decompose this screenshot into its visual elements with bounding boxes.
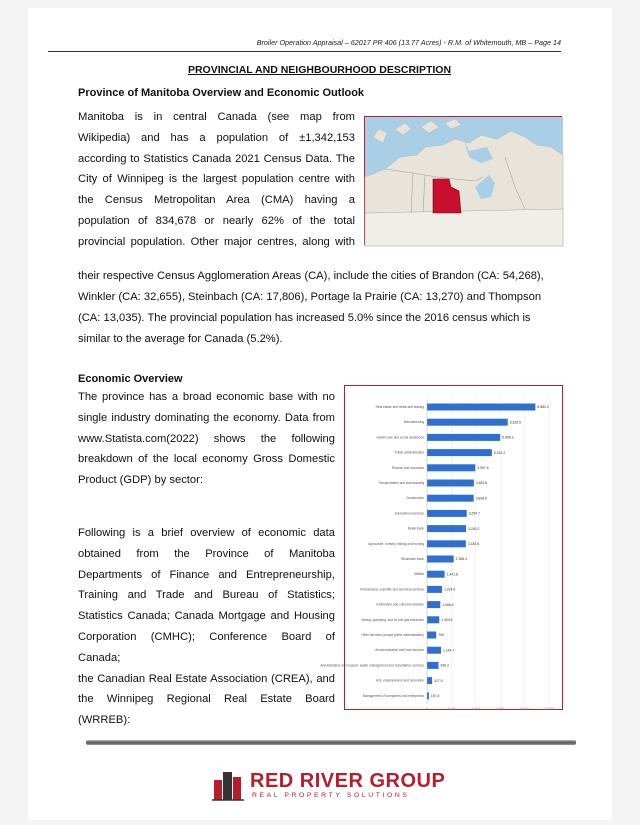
chart-bar	[427, 480, 474, 487]
text-line: Product (GDP) by sector:	[78, 474, 203, 487]
chart-bar	[427, 632, 436, 639]
text-line: according to Statistics Canada 2021 Census Data. The	[78, 152, 355, 165]
bar-value-label: 946.2	[440, 663, 450, 668]
category-label: Accommodation and food services	[375, 648, 424, 653]
category-label: Agriculture, forestry, fishing and hunting	[368, 541, 424, 546]
bar-value-label: 2,186.3	[455, 557, 468, 562]
bar-value-label: 754	[438, 633, 444, 638]
manitoba-heading: Province of Manitoba Overview and Economic Outlook	[78, 87, 365, 99]
bar-value-label: 6,619.5	[509, 420, 522, 425]
category-label: Professional, scientific and technical services	[360, 587, 424, 592]
x-tick-label: 0	[426, 707, 428, 711]
x-tick-label: 10,000	[544, 707, 554, 711]
canada-map-image	[364, 116, 562, 245]
chart-bar	[427, 601, 440, 608]
economic-heading: Economic Overview	[78, 373, 183, 385]
bar-value-label: 3,200.2	[468, 526, 480, 531]
canada-map-svg	[365, 117, 563, 246]
manitoba-continued: their respective Census Agglomeration Areas (CA), include the cities of Brandon (CA: 54,268), Winkler (CA: 32,655), Steinbach (CA: 17,806), Portage la Prairie (CA: 13,270) and Thompson (CA: 13,035). The provincial population has increased 5.0% since the 2016 census which is similar to the average for Canada (5.2%).	[78, 270, 544, 345]
chart-bar	[427, 404, 535, 411]
category-label: Construction	[406, 496, 424, 501]
running-header: Broiler Operation Appraisal – 62017 PR 406 (13.77 Acres) - R.M. of Whitemouth, MB – Page 14	[256, 38, 561, 47]
category-label: Educational services	[394, 511, 424, 516]
text-line: the Winnipeg Regional Real Estate Board (WRREB):	[78, 693, 335, 727]
chart-bar	[427, 556, 454, 563]
text-line: the Census Metropolitan Area (CMA) having a	[78, 194, 355, 207]
chart-bar	[427, 525, 466, 532]
section-title: PROVINCIAL AND NEIGHBOURHOOD DESCRIPTION	[187, 64, 452, 76]
chart-bar	[427, 677, 432, 684]
bar-value-label: 157.5	[430, 694, 440, 698]
text-line: Following is a brief overview of economic data	[78, 527, 335, 539]
chart-bar	[427, 419, 508, 426]
text-line: provincial population. Other major centres, along with	[78, 235, 355, 248]
bar-value-label: 417.5	[434, 678, 443, 683]
economic-para-2	[78, 523, 335, 731]
chart-bar	[427, 540, 466, 547]
category-label: Administrative and support, waste management and remediation services	[320, 663, 424, 668]
company-logo	[210, 768, 446, 804]
x-tick-label: 8,000	[520, 707, 529, 711]
x-tick-label: 6,000	[496, 707, 505, 711]
header-divider	[48, 51, 561, 52]
manitoba-intro	[78, 107, 355, 253]
chart-bar	[427, 495, 474, 502]
text-line: the Canadian Real Estate Association (CREA), and	[78, 672, 335, 685]
category-label: Retail trade	[407, 526, 424, 531]
text-line: Statistics Canada; Canada Mortgage and Housing	[78, 610, 335, 623]
category-label: Real estate and rental and leasing	[375, 405, 424, 409]
text-line: www.Statista.com(2022) shows the following	[78, 432, 335, 445]
text-line: Manitoba is in central Canada (see map from	[78, 111, 355, 123]
text-line: Training and Trade and Bureau of Statistics;	[78, 589, 335, 602]
text-line: City of Winnipeg is the largest population centre with	[78, 173, 355, 186]
bar-value-label: 1,224.8	[443, 587, 456, 592]
chart-bar	[427, 586, 442, 593]
text-line: The province has a broad economic base with no	[78, 391, 335, 403]
category-label: Mining, quarrying, and oil and gas extraction	[361, 617, 424, 622]
text-line: Departments of Finance and Entrepreneurship,	[78, 568, 335, 581]
bar-value-label: 1,086.9	[442, 602, 454, 607]
x-tick-label: 2,000	[447, 707, 456, 711]
text-line: breakdown of the local economy Gross Domestic	[78, 453, 335, 466]
chart-bar	[427, 647, 441, 654]
logo-title: RED RIVER GROUP	[250, 770, 446, 792]
chart-bar	[427, 434, 500, 441]
chart-bar	[427, 571, 445, 578]
chart-bar	[427, 464, 475, 471]
category-label: Arts, entertainment and recreation	[375, 678, 424, 683]
category-label: Manufacturing	[403, 420, 424, 425]
text-line: Corporation (CMHC); Conference Board of Canada;	[78, 630, 335, 664]
bar-value-label: 1,441.8	[446, 572, 458, 577]
bar-value-label: 3,183.6	[467, 542, 480, 546]
bar-value-label: 1,144.7	[442, 648, 455, 653]
x-tick-label: 4,000	[471, 707, 480, 711]
chart-bar	[427, 510, 467, 517]
category-label: Utilities	[413, 572, 424, 577]
bar-value-label: 8,882.4	[537, 405, 549, 410]
chart-bar	[427, 692, 429, 699]
category-label: Other services (except public administration)	[361, 633, 424, 637]
category-label: Health care and social assistance	[376, 435, 424, 440]
bar-value-label: 3,957.6	[477, 466, 489, 470]
category-label: Information and cultural industries	[376, 602, 424, 607]
gdp-by-sector-chart	[320, 386, 561, 711]
bar-value-label: 3,842.6	[475, 481, 488, 486]
logo-subtitle: REAL PROPERTY SOLUTIONS	[252, 792, 410, 799]
chart-bar	[427, 662, 439, 669]
category-label: Transportation and warehousing	[378, 481, 424, 485]
bar-value-label: 5,314.2	[493, 450, 506, 455]
text-line: single industry dominating the economy. Data from	[78, 411, 335, 424]
text-line: obtained from the Province of Manitoba	[78, 547, 335, 560]
logo-buildings-icon	[210, 768, 246, 802]
footer-divider	[86, 740, 576, 745]
gdp-chart-frame	[320, 385, 563, 711]
category-label: Public administration	[394, 450, 424, 455]
category-label: Management of companies and enterprises	[362, 693, 424, 698]
bar-value-label: 5,998.3	[502, 435, 514, 440]
economic-para-1	[78, 387, 335, 491]
bar-value-label: 1,004.5	[441, 618, 453, 622]
category-label: Finance and insurance	[391, 465, 424, 470]
bar-value-label: 3,828.6	[475, 496, 488, 501]
category-label: Wholesale trade	[400, 557, 424, 561]
text-line: population of 834,678 or nearly 62% of the total	[78, 214, 355, 227]
bar-value-label: 3,254.7	[468, 511, 481, 516]
chart-bar	[427, 449, 492, 456]
chart-bar	[427, 616, 439, 623]
text-line: Wikipedia) and has a population of ±1,342,153	[78, 131, 355, 144]
